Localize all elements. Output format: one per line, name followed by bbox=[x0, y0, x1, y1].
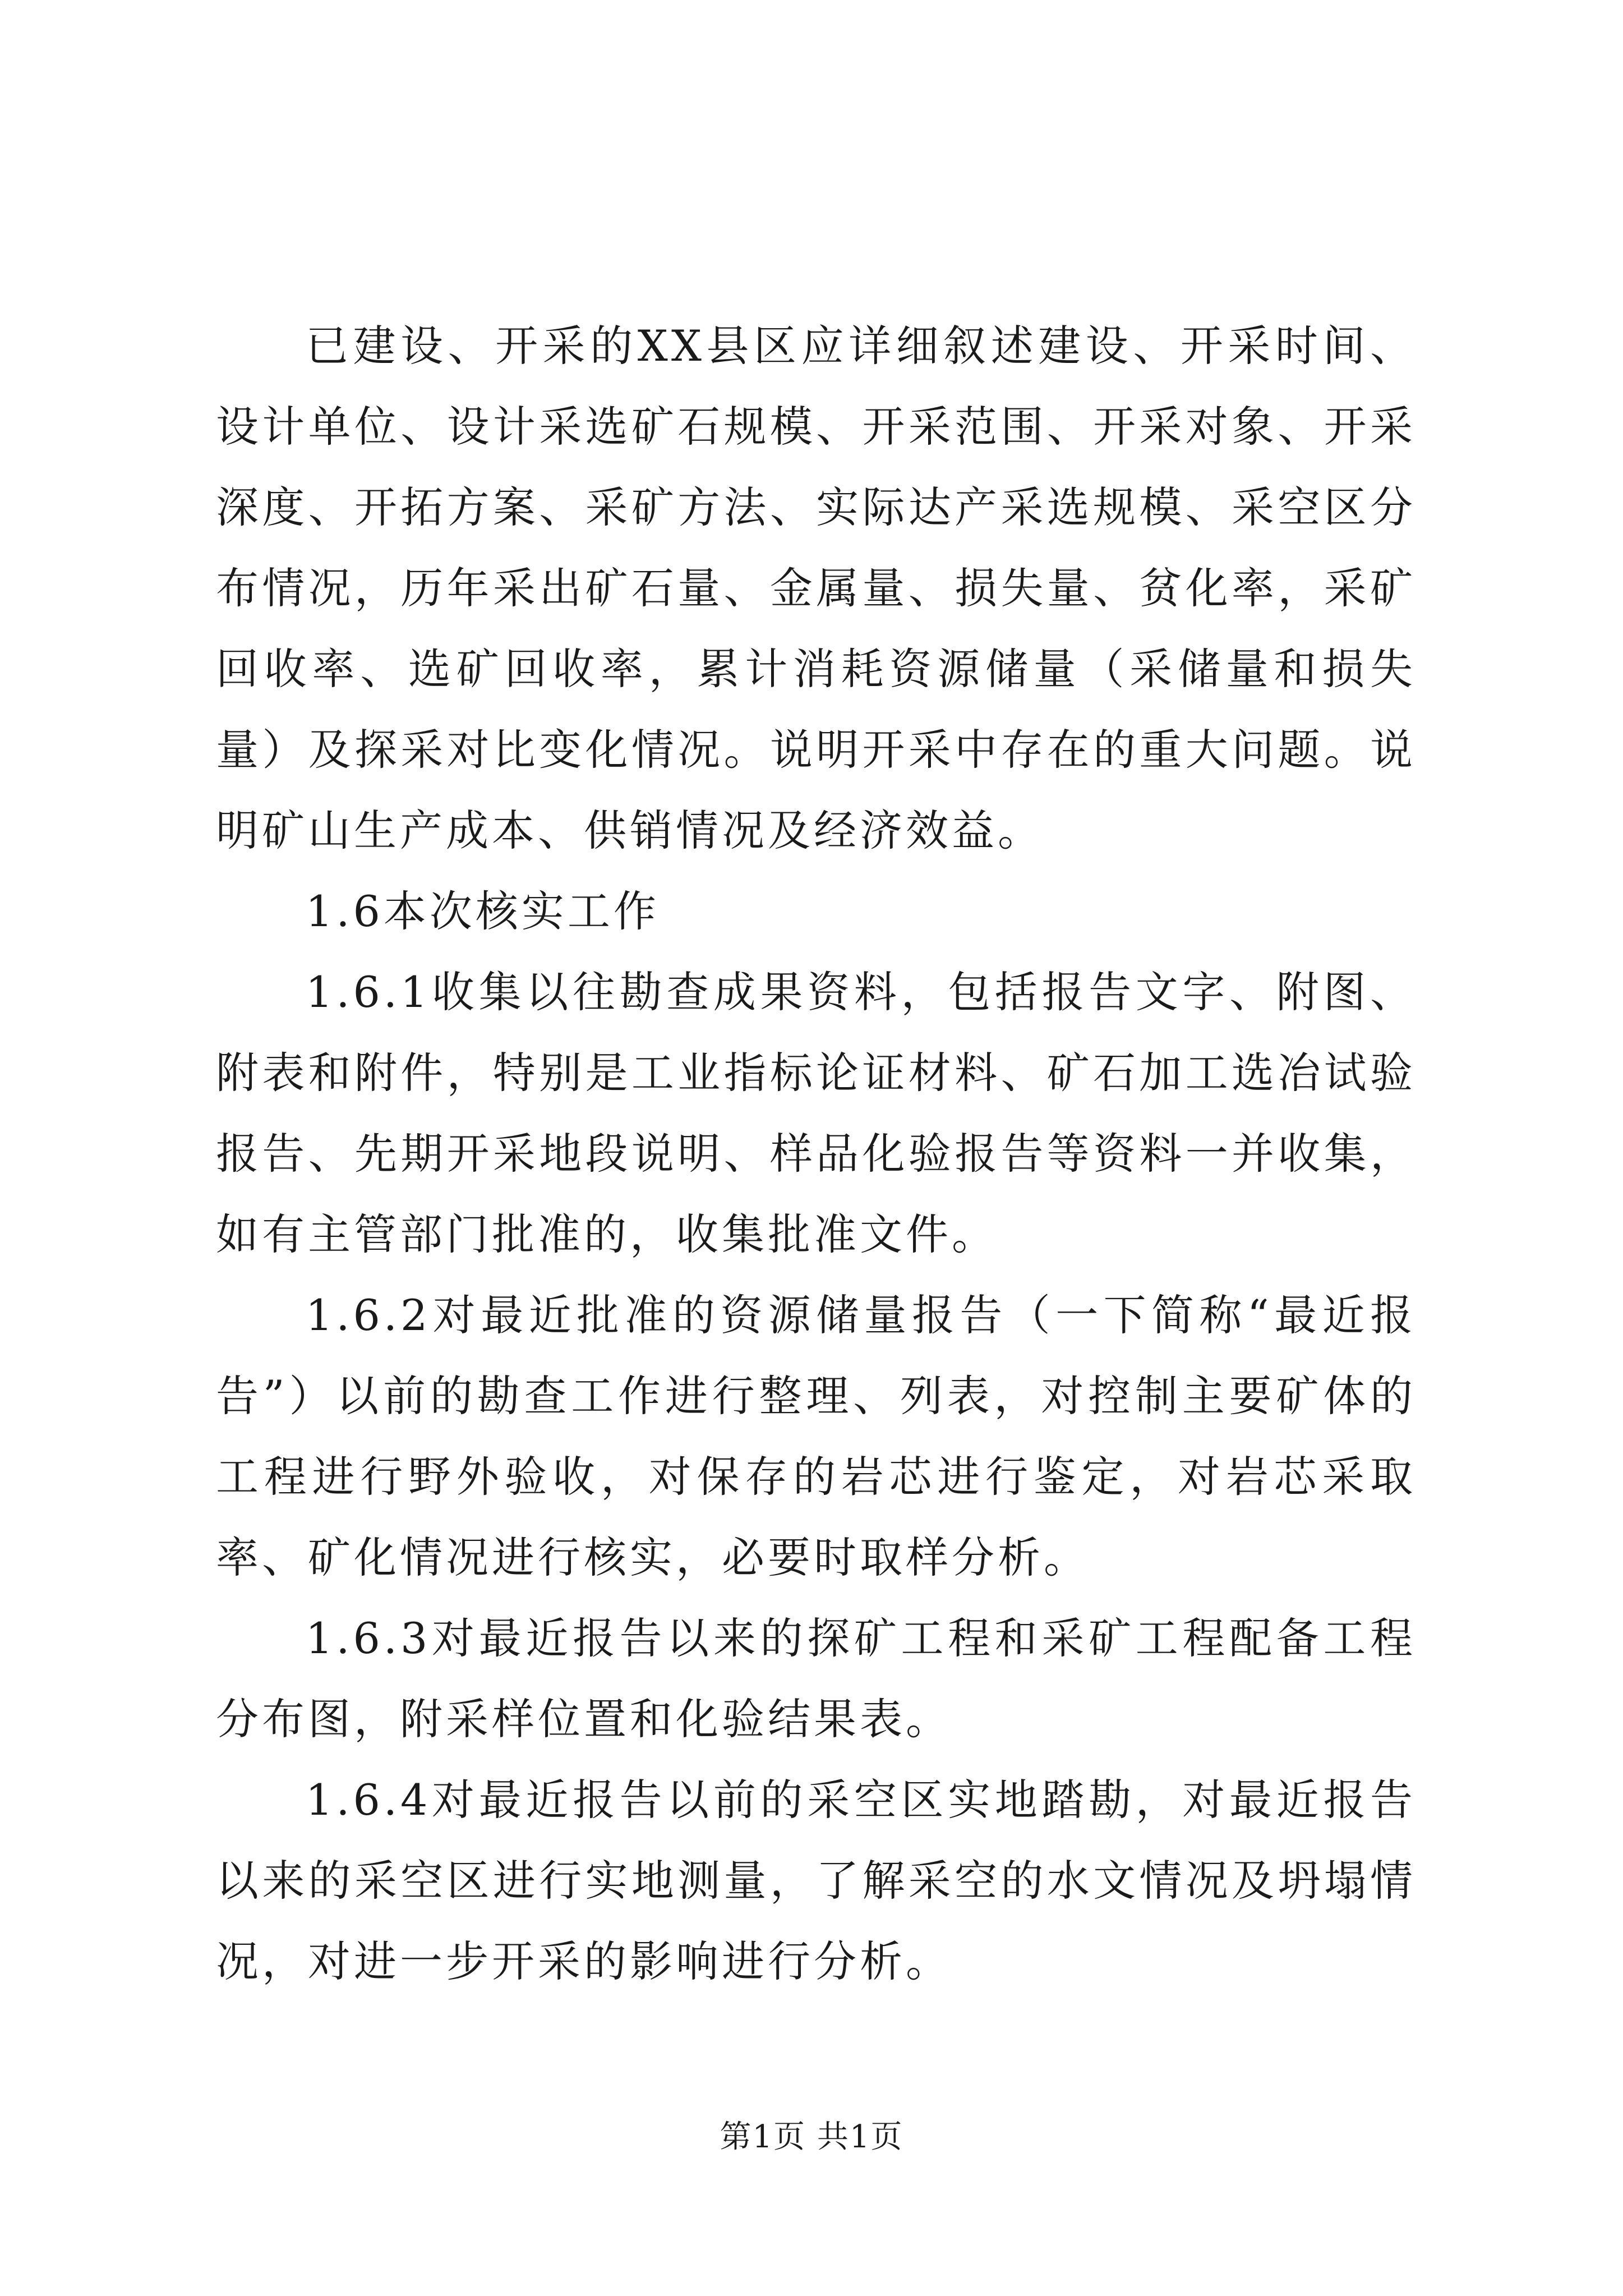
paragraph-1-6-3: 1.6.3对最近报告以来的探矿工程和采矿工程配备工程分布图，附采样位置和化验结果表。 bbox=[216, 1613, 1416, 1744]
section-heading-1-6: 1.6本次核实工作 bbox=[306, 886, 660, 936]
paragraph-1-6-4: 1.6.4对最近报告以前的采空区实地踏勘，对最近报告以来的采空区进行实地测量，了解采空的水文情况及坍塌情况，对进一步开采的影响进行分析。 bbox=[216, 1775, 1416, 1986]
paragraph-1-6-1: 1.6.1收集以往勘查成果资料，包括报告文字、附图、附表和附件，特别是工业指标论证材料、矿石加工选冶试验报告、先期开采地段说明、样品化验报告等资料一并收集，如有主管部门批准的，收集批准文件。 bbox=[216, 967, 1416, 1259]
paragraph-mining-history: 已建设、开采的XX县区应详细叙述建设、开采时间、设计单位、设计采选矿石规模、开采范围、开采对象、开采深度、开拓方案、采矿方法、实际达产采选规模、采空区分布情况，历年采出矿石量、金属量、损失量、贫化率，采矿回收率、选矿回收率，累计消耗资源储量（采储量和损失量）及探采对比变化情况。说明开采中存在的重大问题。说明矿山生产成本、供销情况及经济效益。 bbox=[216, 321, 1416, 855]
page-footer: 第1页 共1页 bbox=[720, 2119, 903, 2155]
document-body bbox=[216, 306, 1416, 2002]
paragraph-1-6-2: 1.6.2对最近批准的资源储量报告（一下简称“最近报告”）以前的勘查工作进行整理、列表，对控制主要矿体的工程进行野外验收，对保存的岩芯进行鉴定，对岩芯采取率、矿化情况进行核实，必要时取样分析。 bbox=[216, 1290, 1416, 1582]
